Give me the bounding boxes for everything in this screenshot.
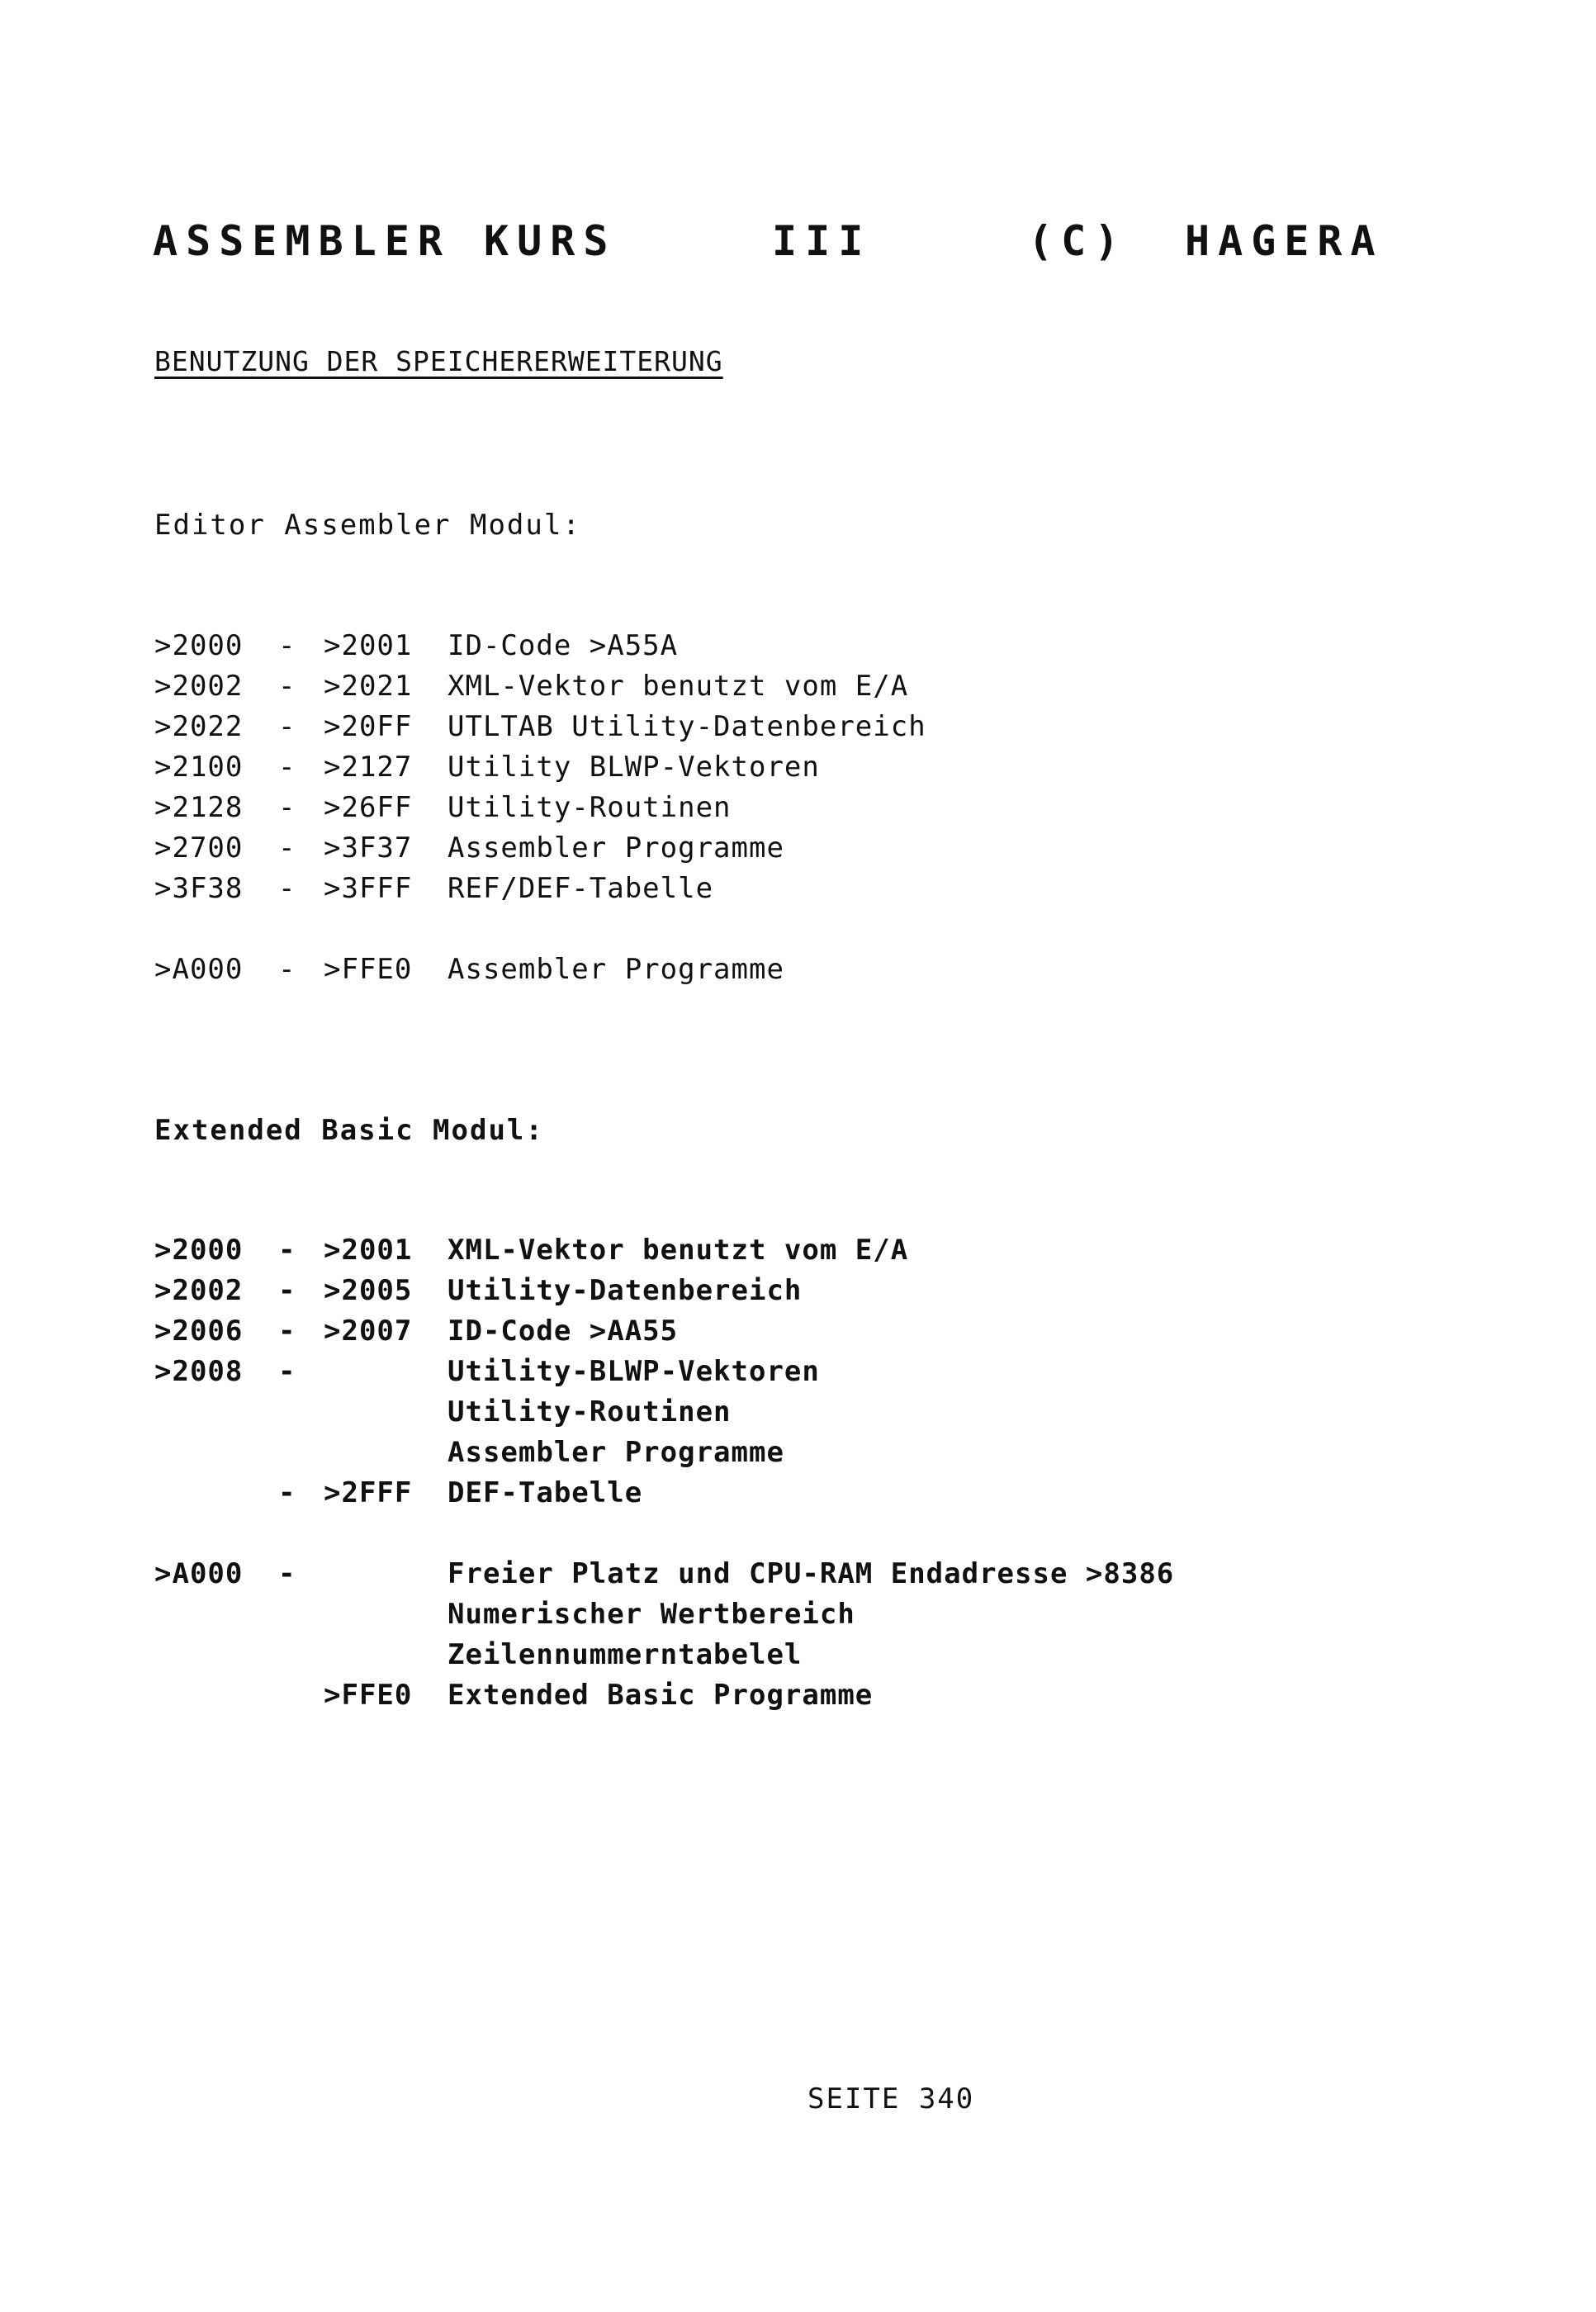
- address-to: >2007: [324, 1315, 413, 1348]
- range-description: Assembler Programme: [448, 953, 784, 986]
- header-volume: III: [772, 217, 872, 265]
- range-dash: -: [278, 1557, 296, 1590]
- address-from: >2002: [154, 1274, 244, 1307]
- page-header: [153, 216, 1441, 266]
- memory-map-row: [154, 1392, 1517, 1433]
- range-dash: -: [278, 1355, 296, 1388]
- memory-map-row: [154, 1473, 1517, 1514]
- range-description: Assembler Programme: [448, 831, 784, 865]
- memory-map-row: [154, 828, 1517, 869]
- address-to: >2005: [324, 1274, 413, 1307]
- memory-map-row: [154, 950, 1517, 990]
- address-to: >2001: [324, 1234, 413, 1267]
- memory-map-row: [154, 1271, 1517, 1311]
- address-from: >2008: [154, 1355, 244, 1388]
- address-from: >2100: [154, 751, 244, 784]
- address-from: >2022: [154, 710, 244, 743]
- range-dash: -: [278, 1274, 296, 1307]
- memory-map-row: [154, 1635, 1517, 1675]
- memory-map-row: [154, 1554, 1517, 1594]
- range-dash: -: [278, 791, 296, 824]
- page-subtitle: BENUTZUNG DER SPEICHERERWEITERUNG: [154, 345, 723, 377]
- address-from: >2700: [154, 831, 244, 865]
- section-heading-editor-assembler: Editor Assembler Modul:: [154, 509, 581, 542]
- range-dash: -: [278, 670, 296, 703]
- range-description: Utility-Datenbereich: [448, 1274, 803, 1307]
- memory-map-row: [154, 1230, 1517, 1271]
- range-dash: -: [278, 629, 296, 662]
- section-heading-extended-basic: Extended Basic Modul:: [154, 1114, 544, 1147]
- address-to: >3FFF: [324, 872, 413, 905]
- address-from: >3F38: [154, 872, 244, 905]
- range-description: Utility-Routinen: [448, 791, 732, 824]
- address-to: >2127: [324, 751, 413, 784]
- memory-map-row: [154, 1433, 1517, 1473]
- range-description: XML-Vektor benutzt vom E/A: [448, 670, 909, 703]
- address-from: >2006: [154, 1315, 244, 1348]
- range-dash: -: [278, 831, 296, 865]
- address-to: >2021: [324, 670, 413, 703]
- memory-map-extended-basic: [154, 1230, 1517, 1716]
- range-dash: -: [278, 751, 296, 784]
- range-description: ID-Code >A55A: [448, 629, 679, 662]
- range-description: Assembler Programme: [448, 1436, 784, 1469]
- range-description: REF/DEF-Tabelle: [448, 872, 714, 905]
- range-dash: -: [278, 1234, 296, 1267]
- address-to: >2001: [324, 629, 413, 662]
- page-number: SEITE 340: [807, 2082, 975, 2115]
- range-dash: -: [278, 710, 296, 743]
- address-to: >FFE0: [324, 1679, 413, 1712]
- address-to: >26FF: [324, 791, 413, 824]
- address-to: >2FFF: [324, 1476, 413, 1509]
- memory-map-row: [154, 626, 1517, 666]
- address-from: >2128: [154, 791, 244, 824]
- address-from: >A000: [154, 953, 244, 986]
- memory-map-row: [154, 869, 1517, 909]
- memory-map-row: [154, 1675, 1517, 1716]
- memory-map-row: [154, 747, 1517, 788]
- range-description: Utility-Routinen: [448, 1395, 732, 1428]
- range-description: Utility BLWP-Vektoren: [448, 751, 820, 784]
- range-description: Zeilennummerntabelel: [448, 1638, 803, 1671]
- range-description: Numerischer Wertbereich: [448, 1598, 855, 1631]
- address-to: >FFE0: [324, 953, 413, 986]
- range-description: XML-Vektor benutzt vom E/A: [448, 1234, 909, 1267]
- range-dash: -: [278, 872, 296, 905]
- memory-map-row: [154, 707, 1517, 747]
- address-from: >A000: [154, 1557, 244, 1590]
- range-description: ID-Code >AA55: [448, 1315, 679, 1348]
- address-to: >3F37: [324, 831, 413, 865]
- header-author: HAGERA: [1185, 217, 1384, 265]
- range-description: Utility-BLWP-Vektoren: [448, 1355, 820, 1388]
- address-from: >2002: [154, 670, 244, 703]
- range-description: Freier Platz und CPU-RAM Endadresse >8386: [448, 1557, 1175, 1590]
- memory-map-row: [154, 1352, 1517, 1392]
- range-description: Extended Basic Programme: [448, 1679, 874, 1712]
- memory-map-editor-assembler: [154, 626, 1517, 990]
- memory-map-row: [154, 1311, 1517, 1352]
- range-dash: -: [278, 1315, 296, 1348]
- address-to: >20FF: [324, 710, 413, 743]
- header-copyright: (C): [1028, 217, 1128, 265]
- range-dash: -: [278, 1476, 296, 1509]
- address-from: >2000: [154, 629, 244, 662]
- memory-map-row: [154, 666, 1517, 707]
- range-dash: -: [278, 953, 296, 986]
- memory-map-row: [154, 1594, 1517, 1635]
- range-description: DEF-Tabelle: [448, 1476, 643, 1509]
- memory-map-row: [154, 788, 1517, 828]
- header-title: ASSEMBLER KURS: [153, 217, 617, 265]
- address-from: >2000: [154, 1234, 244, 1267]
- range-description: UTLTAB Utility-Datenbereich: [448, 710, 926, 743]
